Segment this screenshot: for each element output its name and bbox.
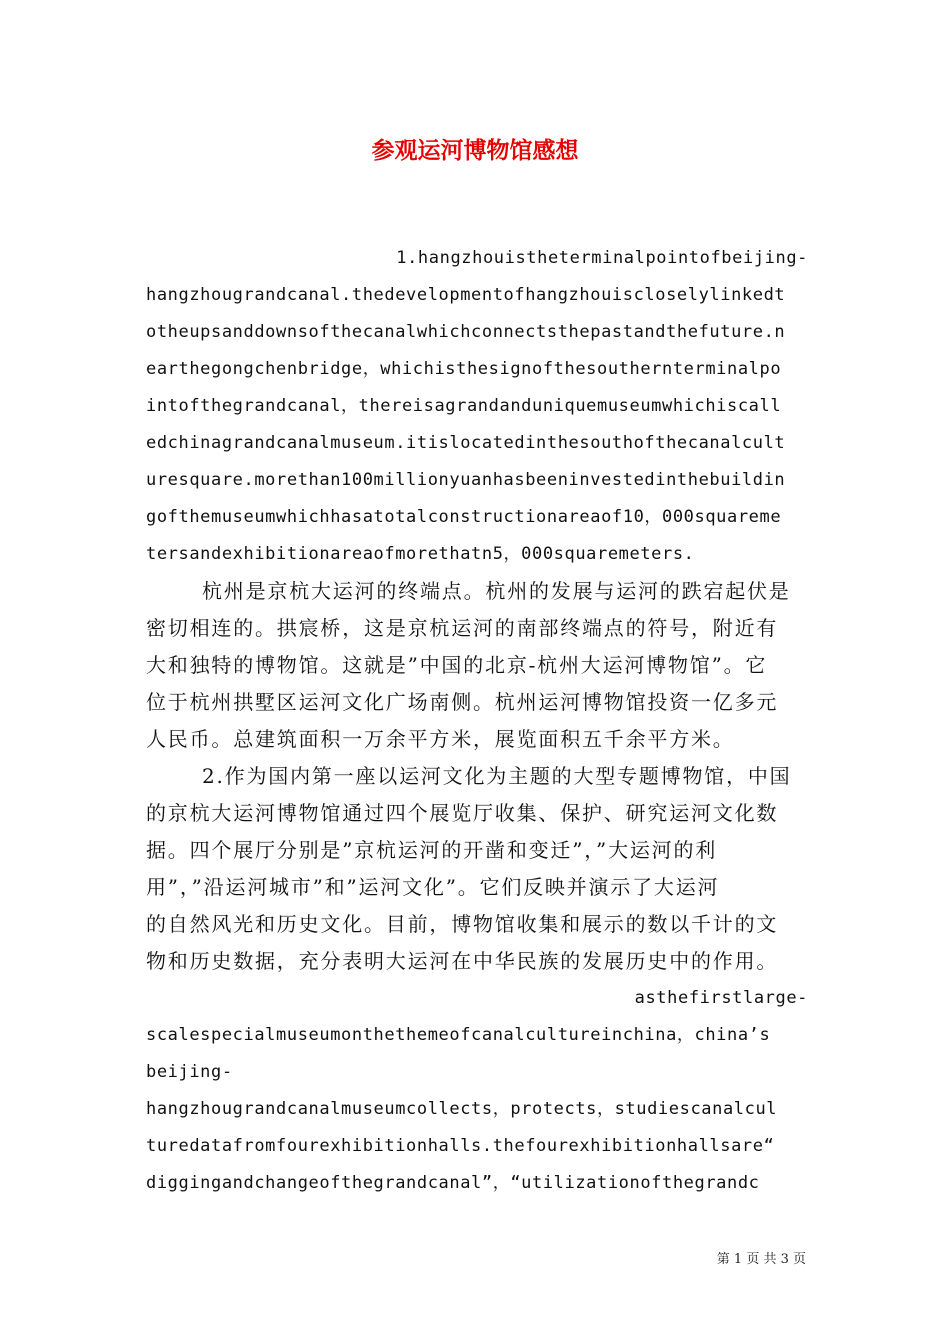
text-line: 大和独特的博物馆。这就是”中国的北京-杭州大运河博物馆”。它 [146,653,768,677]
text-line: 1.hangzhouistheterminalpointofbeijing- [396,248,808,268]
text-line: 物和历史数据，充分表明大运河在中华民族的发展历史中的作用。 [146,949,779,973]
text-line: 据。四个展厅分别是”京杭运河的开凿和变迁”，”大运河的利 [146,838,718,862]
text-line: hangzhougrandcanalmuseumcollects，protects，studiescanalcul [146,1099,778,1119]
text-line: beijing- [146,1062,233,1082]
text-line: 密切相连的。拱宸桥，这是京杭运河的南部终端点的符号，附近有 [146,616,779,640]
text-line: tersandexhibitionareaofmorethatn5，000squaremeters. [146,544,695,564]
text-line: turedatafromfourexhibitionhalls.thefourexhibitionhallsare“ [146,1136,775,1156]
document-title: 参观运河博物馆感想 [371,137,579,164]
text-line: gofthemuseumwhichhasatotalconstructionareaof10，000squareme [146,507,782,527]
text-line: earthegongchenbridge，whichisthesignofthesouthernterminalpo [146,359,782,379]
text-line: scalespecialmuseumonthethemeofcanalcultureinchina，china’s [146,1025,771,1045]
text-line: uresquare.morethan100millionyuanhasbeeninvestedinthebuildin [146,470,786,490]
text-line: 的自然风光和历史文化。目前，博物馆收集和展示的数以千计的文 [146,912,779,936]
text-line: 用”，”沿运河城市”和”运河文化”。它们反映并演示了大运河 [146,875,720,899]
text-line: 人民币。总建筑面积一万余平方米，展览面积五千余平方米。 [146,727,735,751]
text-line: edchinagrandcanalmuseum.itislocatedinthesouthofthecanalcult [146,433,786,453]
text-line: 2.作为国内第一座以运河文化为主题的大型专题博物馆，中国 [202,764,792,788]
page-number: 第 1 页 共 3 页 [716,1252,806,1267]
document-body [146,240,808,1202]
text-line: diggingandchangeofthegrandcanal”，“utilizationofthegrandc [146,1173,760,1193]
text-line: intofthegrandcanal，thereisagrandanduniquemuseumwhichiscall [146,396,782,416]
text-line: otheupsanddownsofthecanalwhichconnectsthepastandthefuture.n [146,322,786,342]
text-line: asthefirstlarge- [634,988,808,1008]
text-line: 杭州是京杭大运河的终端点。杭州的发展与运河的跌宕起伏是 [202,579,791,603]
text-line: 的京杭大运河博物馆通过四个展览厅收集、保护、研究运河文化数 [146,801,779,825]
text-line: 位于杭州拱墅区运河文化广场南侧。杭州运河博物馆投资一亿多元 [146,690,779,714]
text-line: hangzhougrandcanal.thedevelopmentofhangzhouiscloselylinkedt [146,285,786,305]
